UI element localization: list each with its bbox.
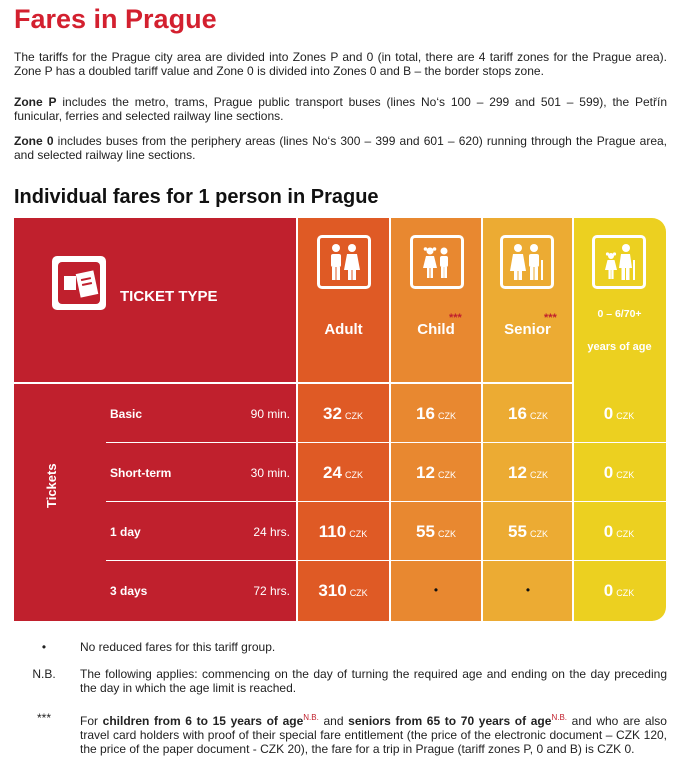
row-name: 3 days — [110, 584, 148, 598]
not-available-mark: • — [433, 583, 439, 597]
note-text — [80, 711, 667, 756]
row-name: Short-term — [110, 466, 172, 480]
note-children-term: children from 6 to 15 years of age — [102, 714, 304, 728]
price-value: 32 — [323, 404, 342, 423]
note-nb-reference: N.B. — [551, 713, 567, 722]
price-value: 16 — [508, 404, 527, 423]
price-value: 0 — [603, 522, 614, 541]
price-value: 0 — [603, 404, 614, 423]
currency-label: CZK — [616, 411, 635, 421]
currency-label: CZK — [616, 470, 635, 480]
price-free — [573, 581, 665, 601]
section-title: Individual fares for 1 person in Prague — [14, 186, 379, 208]
currency-label: CZK — [437, 470, 456, 480]
senior-pictogram-icon — [500, 235, 554, 289]
senior-stars: *** — [544, 312, 557, 324]
intro-paragraph-zone-p — [14, 95, 667, 123]
price-child — [390, 522, 482, 542]
price-value: 55 — [508, 522, 527, 541]
price-value: 0 — [603, 581, 614, 600]
currency-label: CZK — [529, 470, 548, 480]
price-value: 110 — [318, 522, 347, 541]
adult-label: Adult — [324, 321, 363, 338]
price-senior — [482, 522, 574, 542]
price-value: 310 — [318, 581, 347, 600]
note-text-part: and — [318, 714, 349, 728]
price-free — [573, 463, 665, 483]
note-mark: *** — [36, 711, 51, 725]
currency-label: CZK — [529, 529, 548, 539]
currency-label: CZK — [344, 411, 363, 421]
price-value: 16 — [416, 404, 435, 423]
free-age-pictogram-icon — [592, 235, 646, 289]
senior-label: Senior — [504, 321, 551, 338]
price-senior — [482, 404, 574, 424]
intro-paragraph-zone-0 — [14, 134, 667, 162]
note-text-part: For — [80, 714, 103, 728]
note-text-part: and who are also travel card holders with proof of their special fare entitlement (the price of the electronic document – CZK 120, the price of the paper document - CZK 20), the fare for a trip in Prague (tariff zones P, 0 and B) is CZK 0. — [80, 714, 667, 756]
ticket-type-label: TICKET TYPE — [120, 288, 218, 305]
price-value: 0 — [603, 463, 614, 482]
currency-label: CZK — [616, 588, 635, 598]
price-adult — [297, 404, 389, 424]
row-duration: 24 hrs. — [253, 525, 290, 539]
child-stars: *** — [449, 312, 462, 324]
header-divider — [14, 382, 574, 384]
row-name: Basic — [110, 407, 143, 421]
row-duration: 72 hrs. — [253, 584, 290, 598]
price-free — [573, 522, 665, 542]
child-label: Child — [417, 321, 455, 338]
currency-label: CZK — [437, 411, 456, 421]
currency-label: CZK — [344, 470, 363, 480]
currency-label: CZK — [349, 529, 368, 539]
row-duration: 30 min. — [250, 466, 290, 480]
row-divider — [106, 560, 666, 561]
zone-0-term: Zone 0 — [14, 134, 54, 148]
row-duration: 90 min. — [250, 407, 290, 421]
currency-label: CZK — [529, 411, 548, 421]
note-mark: N.B. — [32, 667, 56, 681]
price-value: 12 — [508, 463, 527, 482]
row-divider — [106, 501, 666, 502]
zone-0-text: includes buses from the periphery areas (lines No‘s 300 – 399 and 601 – 620) running through the Prague area, and selected railway line sections. — [14, 134, 668, 162]
tickets-vertical-label: Tickets — [44, 463, 59, 508]
price-senior — [482, 463, 574, 483]
price-child — [390, 463, 482, 483]
free-age-range-label: 0 – 6/70+ — [597, 308, 642, 320]
page-title: Fares in Prague — [14, 4, 217, 34]
fare-table — [14, 218, 666, 621]
note-nb-reference: N.B. — [303, 713, 319, 722]
child-pictogram-icon — [410, 235, 464, 289]
note-seniors-term: seniors from 65 to 70 years of age — [348, 714, 552, 728]
currency-label: CZK — [349, 588, 368, 598]
price-adult — [297, 522, 389, 542]
zone-p-term: Zone P — [14, 95, 57, 109]
price-free — [573, 404, 665, 424]
free-age-years-label: years of age — [587, 341, 652, 353]
note-text: The following applies: commencing on the day of turning the required age and ending on the day preceding the day in which the age limit is reached. — [80, 667, 667, 695]
price-adult — [297, 581, 389, 601]
currency-label: CZK — [437, 529, 456, 539]
price-child — [390, 404, 482, 424]
note-mark: • — [41, 640, 47, 654]
price-value: 55 — [416, 522, 435, 541]
price-adult — [297, 463, 389, 483]
row-divider — [106, 442, 666, 443]
note-text: No reduced fares for this tariff group. — [80, 640, 276, 654]
zone-p-text: includes the metro, trams, Prague public transport buses (lines No‘s 100 – 299 and 501 – 599), the Petřín funicular, ferries and selected railway line sections. — [14, 95, 667, 123]
not-available-mark: • — [525, 583, 531, 597]
ticket-icon — [52, 256, 106, 310]
adult-pictogram-icon — [317, 235, 371, 289]
price-value: 12 — [416, 463, 435, 482]
row-name: 1 day — [110, 525, 141, 539]
price-value: 24 — [323, 463, 342, 482]
currency-label: CZK — [616, 529, 635, 539]
intro-paragraph-tariffs: The tariffs for the Prague city area are divided into Zones P and 0 (in total, there are 4 tariff zones for the Prague area). Zone P has a doubled tariff value and Zone 0 is divided into Zones 0 and B – the border stops zone. — [14, 50, 667, 78]
